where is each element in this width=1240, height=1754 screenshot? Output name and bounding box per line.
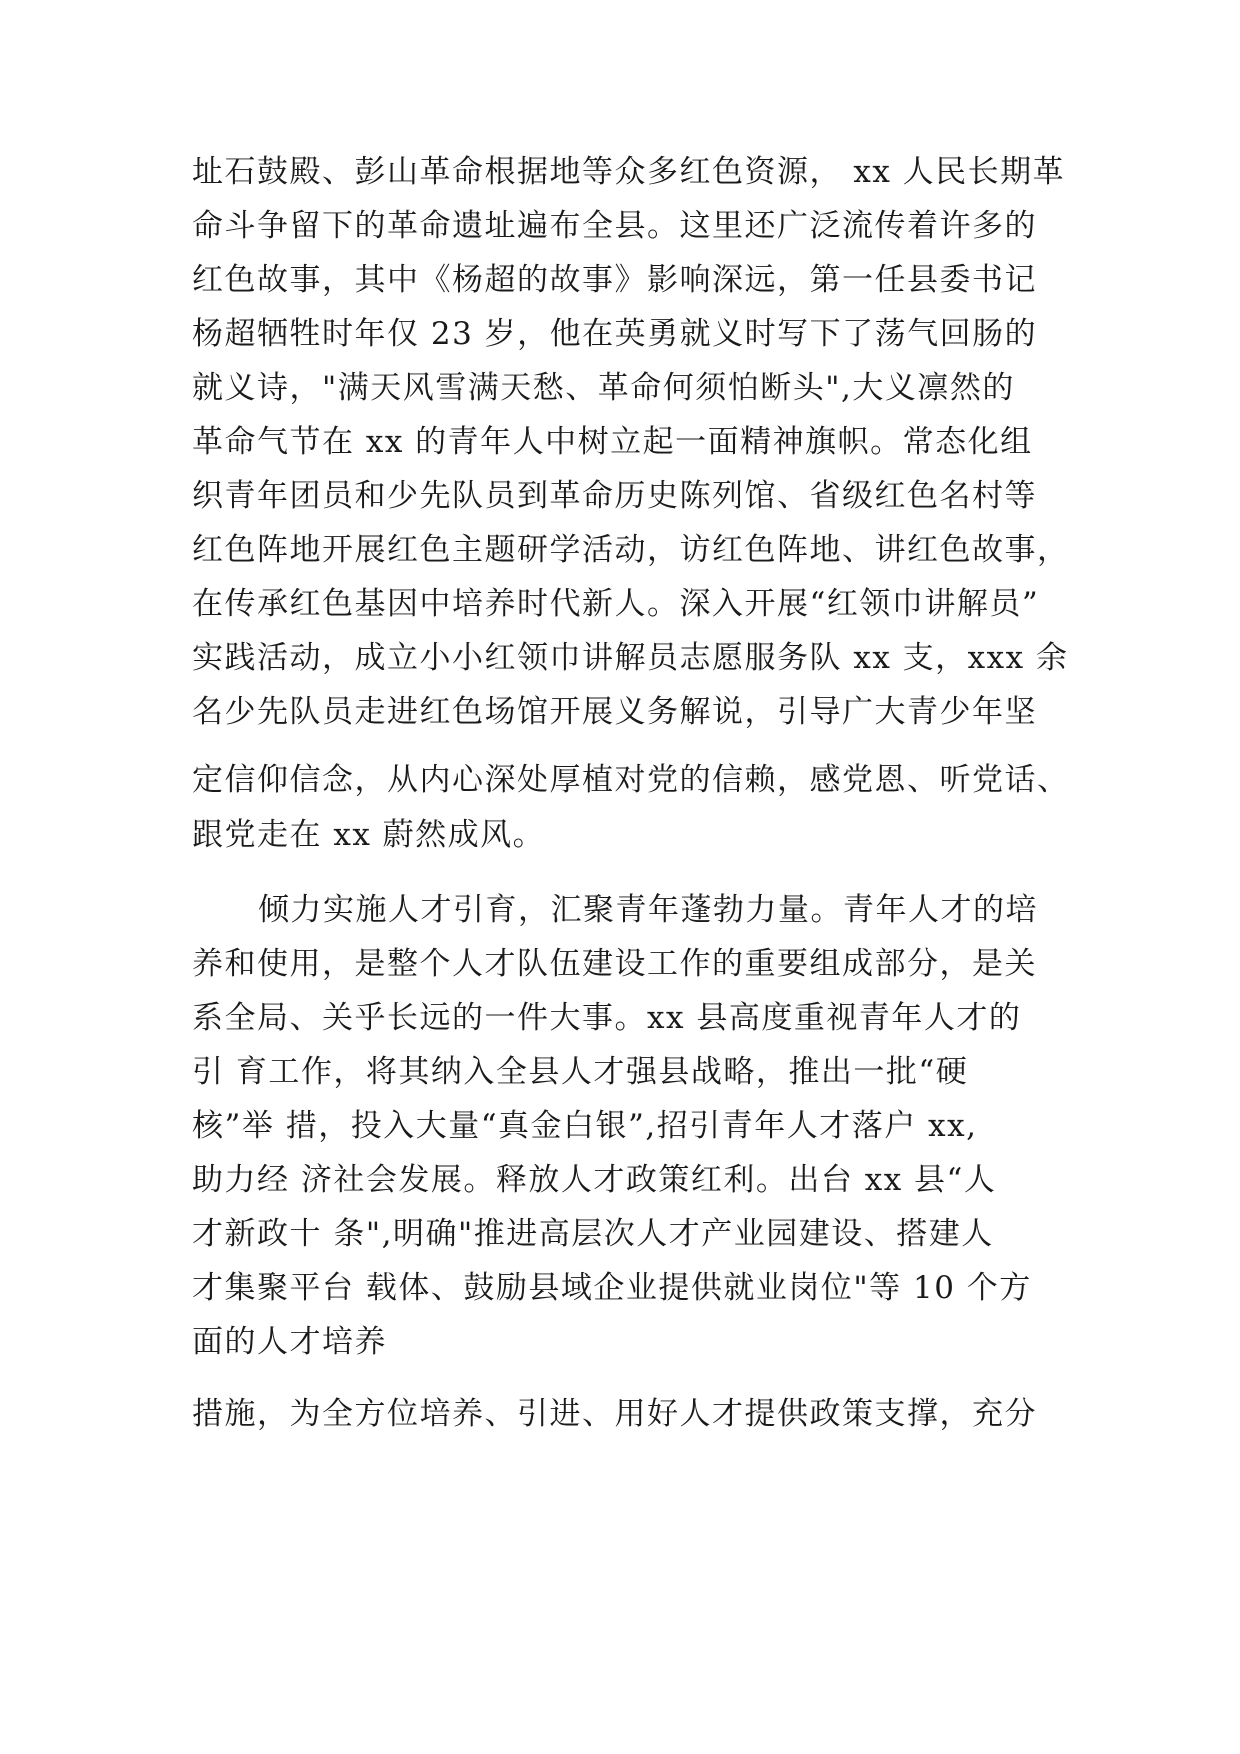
text-line: 核”举 措，投入大量“真金白银”,招引青年人才落户 xx, (192, 1108, 978, 1144)
text-line: 养和使用，是整个人才队伍建设工作的重要组成部分，是关 (192, 946, 1037, 982)
text-line: 就义诗，"满天风雪满天愁、革命何须怕断头",大义凛然的 (192, 370, 1015, 406)
text-line: 定信仰信念，从内心深处厚植对党的信赖，感党恩、听党话、 (192, 762, 1070, 798)
text-line: 助力经 济社会发展。释放人才政策红利。出台 xx 县“人 (192, 1162, 997, 1198)
text-line: 名少先队员走进红色场馆开展义务解说，引导广大青少年坚 (192, 694, 1037, 730)
text-line: 系全局、关乎长远的一件大事。xx 县高度重视青年人才的 (192, 1000, 1022, 1036)
paragraph-first-line: 倾力实施人才引育，汇聚青年蓬勃力量。青年人才的培 (258, 892, 1038, 928)
text-line: 革命气节在 xx 的青年人中树立起一面精神旗帜。常态化组 (192, 424, 1033, 460)
text-line: 跟党走在 xx 蔚然成风。 (192, 817, 546, 853)
text-line: 措施，为全方位培养、引进、用好人才提供政策支撑，充分 (192, 1396, 1037, 1432)
text-line: 织青年团员和少先队员到革命历史陈列馆、省级红色名村等 (192, 478, 1037, 514)
text-line: 引 育工作，将其纳入全县人才强县战略，推出一批“硬 (192, 1054, 969, 1090)
text-line: 才新政十 条",明确"推进高层次人才产业园建设、搭建人 (192, 1216, 994, 1252)
text-line: 在传承红色基因中培养时代新人。深入开展“红领巾讲解员” (192, 586, 1040, 622)
text-line: 面的人才培养 (192, 1324, 387, 1360)
text-line: 址石鼓殿、彭山革命根据地等众多红色资源， xx 人民长期革 (192, 154, 1066, 190)
text-line: 实践活动，成立小小红领巾讲解员志愿服务队 xx 支，xxx 余 (192, 640, 1069, 676)
text-line: 命斗争留下的革命遗址遍布全县。这里还广泛流传着许多的 (192, 208, 1037, 244)
text-line: 红色阵地开展红色主题研学活动，访红色阵地、讲红色故事， (192, 532, 1070, 568)
text-line: 红色故事，其中《杨超的故事》影响深远，第一任县委书记 (192, 262, 1037, 298)
text-line: 才集聚平台 载体、鼓励县域企业提供就业岗位"等 10 个方 (192, 1270, 1032, 1306)
text-line: 杨超牺牲时年仅 23 岁，他在英勇就义时写下了荡气回肠的 (192, 316, 1038, 352)
